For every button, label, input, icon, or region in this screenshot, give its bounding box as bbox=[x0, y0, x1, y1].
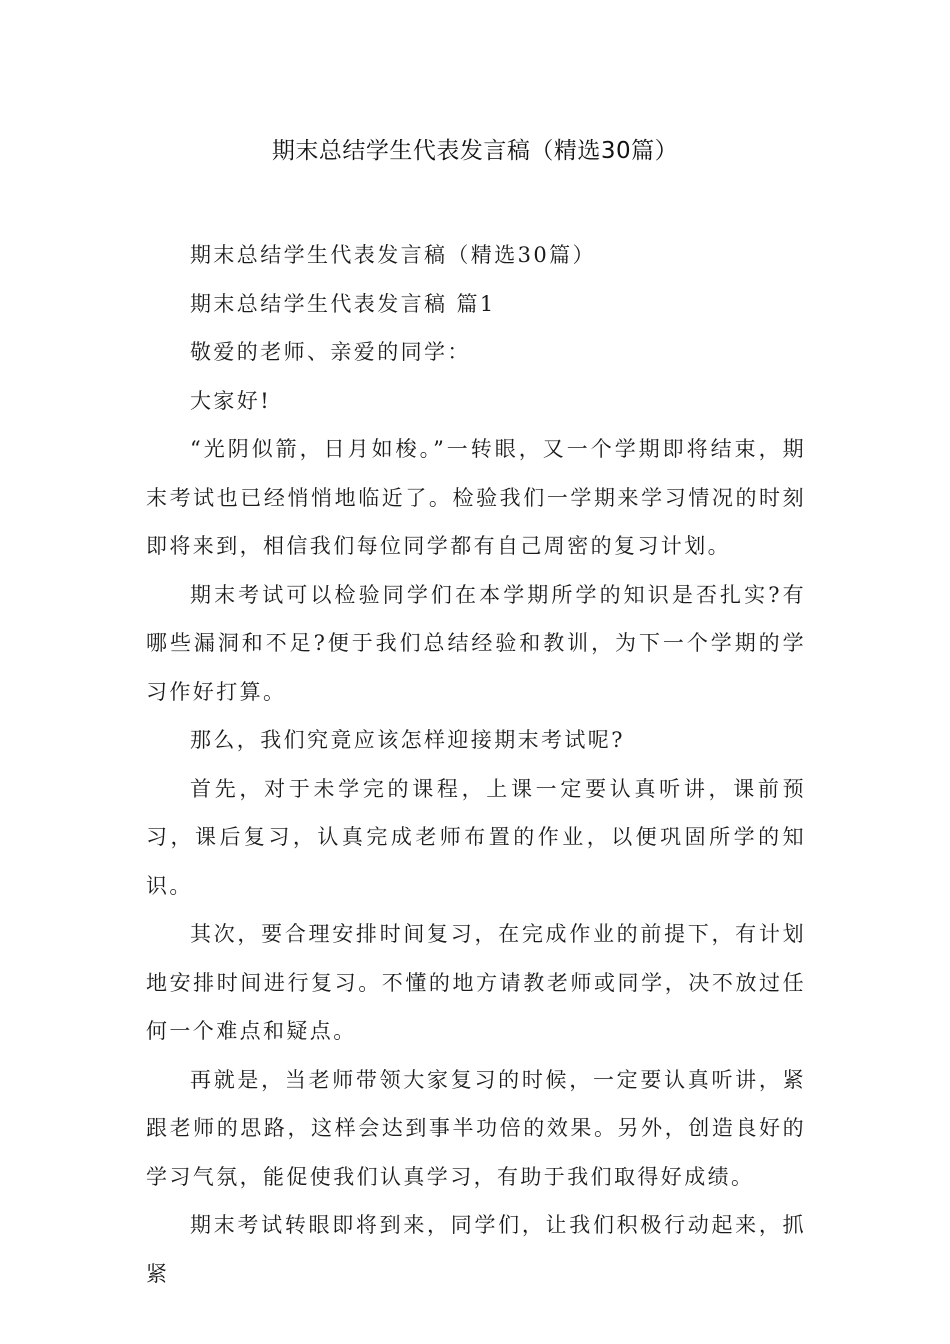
body-paragraph: 敬爱的老师、亲爱的同学： bbox=[190, 340, 471, 364]
body-paragraph: 期末考试转眼即将到来，同学们，让我们积极行动起来，抓紧 bbox=[146, 1213, 806, 1286]
body-paragraph: “光阴似箭，日月如梭。”一转眼，又一个学期即将结束，期末考试也已经悄悄地临近了。检验我们一学期来学习情况的时刻即将来到，相信我们每位同学都有自己周密的复习计划。 bbox=[146, 437, 806, 558]
body-paragraph: 再就是，当老师带领大家复习的时候，一定要认真听讲，紧跟老师的思路，这样会达到事半功倍的效果。另外，创造良好的学习气氛，能促使我们认真学习，有助于我们取得好成绩。 bbox=[146, 1067, 806, 1189]
document-title: 期末总结学生代表发言稿（精选30篇） bbox=[271, 138, 679, 164]
body-paragraph: 期末总结学生代表发言稿 篇1 bbox=[190, 291, 496, 316]
body-paragraph: 大家好! bbox=[190, 388, 272, 413]
document-body bbox=[146, 231, 806, 1298]
body-paragraph: 那么，我们究竟应该怎样迎接期末考试呢? bbox=[190, 728, 625, 752]
body-paragraph: 期末考试可以检验同学们在本学期所学的知识是否扎实?有哪些漏洞和不足?便于我们总结经验和教训，为下一个学期的学习作好打算。 bbox=[146, 582, 806, 704]
body-paragraph: 首先，对于未学完的课程，上课一定要认真听讲，课前预习，课后复习，认真完成老师布置的作业，以便巩固所学的知识。 bbox=[146, 776, 806, 898]
body-paragraph: 其次，要合理安排时间复习，在完成作业的前提下，有计划地安排时间进行复习。不懂的地方请教老师或同学，决不放过任何一个难点和疑点。 bbox=[146, 922, 806, 1043]
body-paragraph: 期末总结学生代表发言稿（精选30篇） bbox=[190, 243, 596, 267]
